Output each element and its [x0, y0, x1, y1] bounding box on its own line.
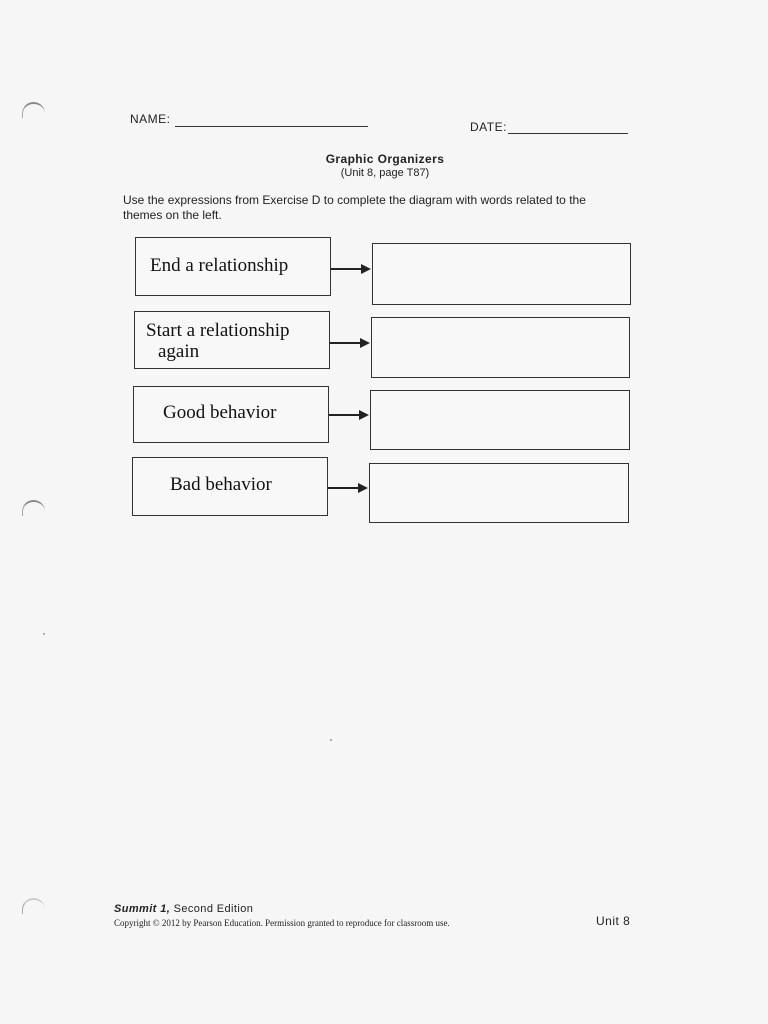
- answer-box-end-relationship[interactable]: [372, 243, 631, 305]
- theme-box-start-relationship-again: [134, 311, 330, 369]
- page-title: Graphic Organizers: [325, 152, 445, 166]
- answer-box-start-relationship-again[interactable]: [371, 317, 630, 378]
- scan-speck: [330, 739, 332, 741]
- answer-box-good-behavior[interactable]: [370, 390, 630, 450]
- theme-label-line2: again: [158, 341, 200, 362]
- theme-box-bad-behavior: [132, 457, 328, 516]
- arrow-icon: [330, 342, 368, 344]
- date-field[interactable]: [508, 133, 628, 134]
- answer-box-bad-behavior[interactable]: [369, 463, 629, 523]
- name-label: NAME:: [130, 112, 171, 126]
- theme-label: Start a relationship: [146, 320, 290, 341]
- book-title: Summit 1,: [114, 903, 171, 915]
- page-subtitle: (Unit 8, page T87): [340, 167, 430, 179]
- instructions: Use the expressions from Exercise D to complete the diagram with words related to the themes on the left.: [123, 193, 586, 222]
- footer-book-title: [114, 903, 253, 915]
- book-edition: Second Edition: [170, 903, 254, 915]
- arrow-icon: [329, 414, 367, 416]
- scan-speck: [43, 633, 45, 635]
- binder-hole-mark: [22, 102, 45, 118]
- theme-label: End a relationship: [150, 255, 289, 276]
- arrow-icon: [331, 268, 369, 270]
- binder-hole-mark: [22, 500, 45, 516]
- theme-box-end-relationship: [135, 237, 331, 296]
- arrow-icon: [328, 487, 366, 489]
- footer-unit: Unit 8: [596, 914, 631, 928]
- theme-label: Bad behavior: [170, 474, 272, 495]
- binder-hole-mark: [22, 898, 45, 914]
- theme-label: Good behavior: [163, 402, 277, 423]
- theme-box-good-behavior: [133, 386, 329, 443]
- footer-copyright: Copyright © 2012 by Pearson Education. Permission granted to reproduce for classroom use.: [114, 918, 450, 928]
- name-field[interactable]: [175, 126, 368, 127]
- date-label: DATE:: [470, 120, 507, 134]
